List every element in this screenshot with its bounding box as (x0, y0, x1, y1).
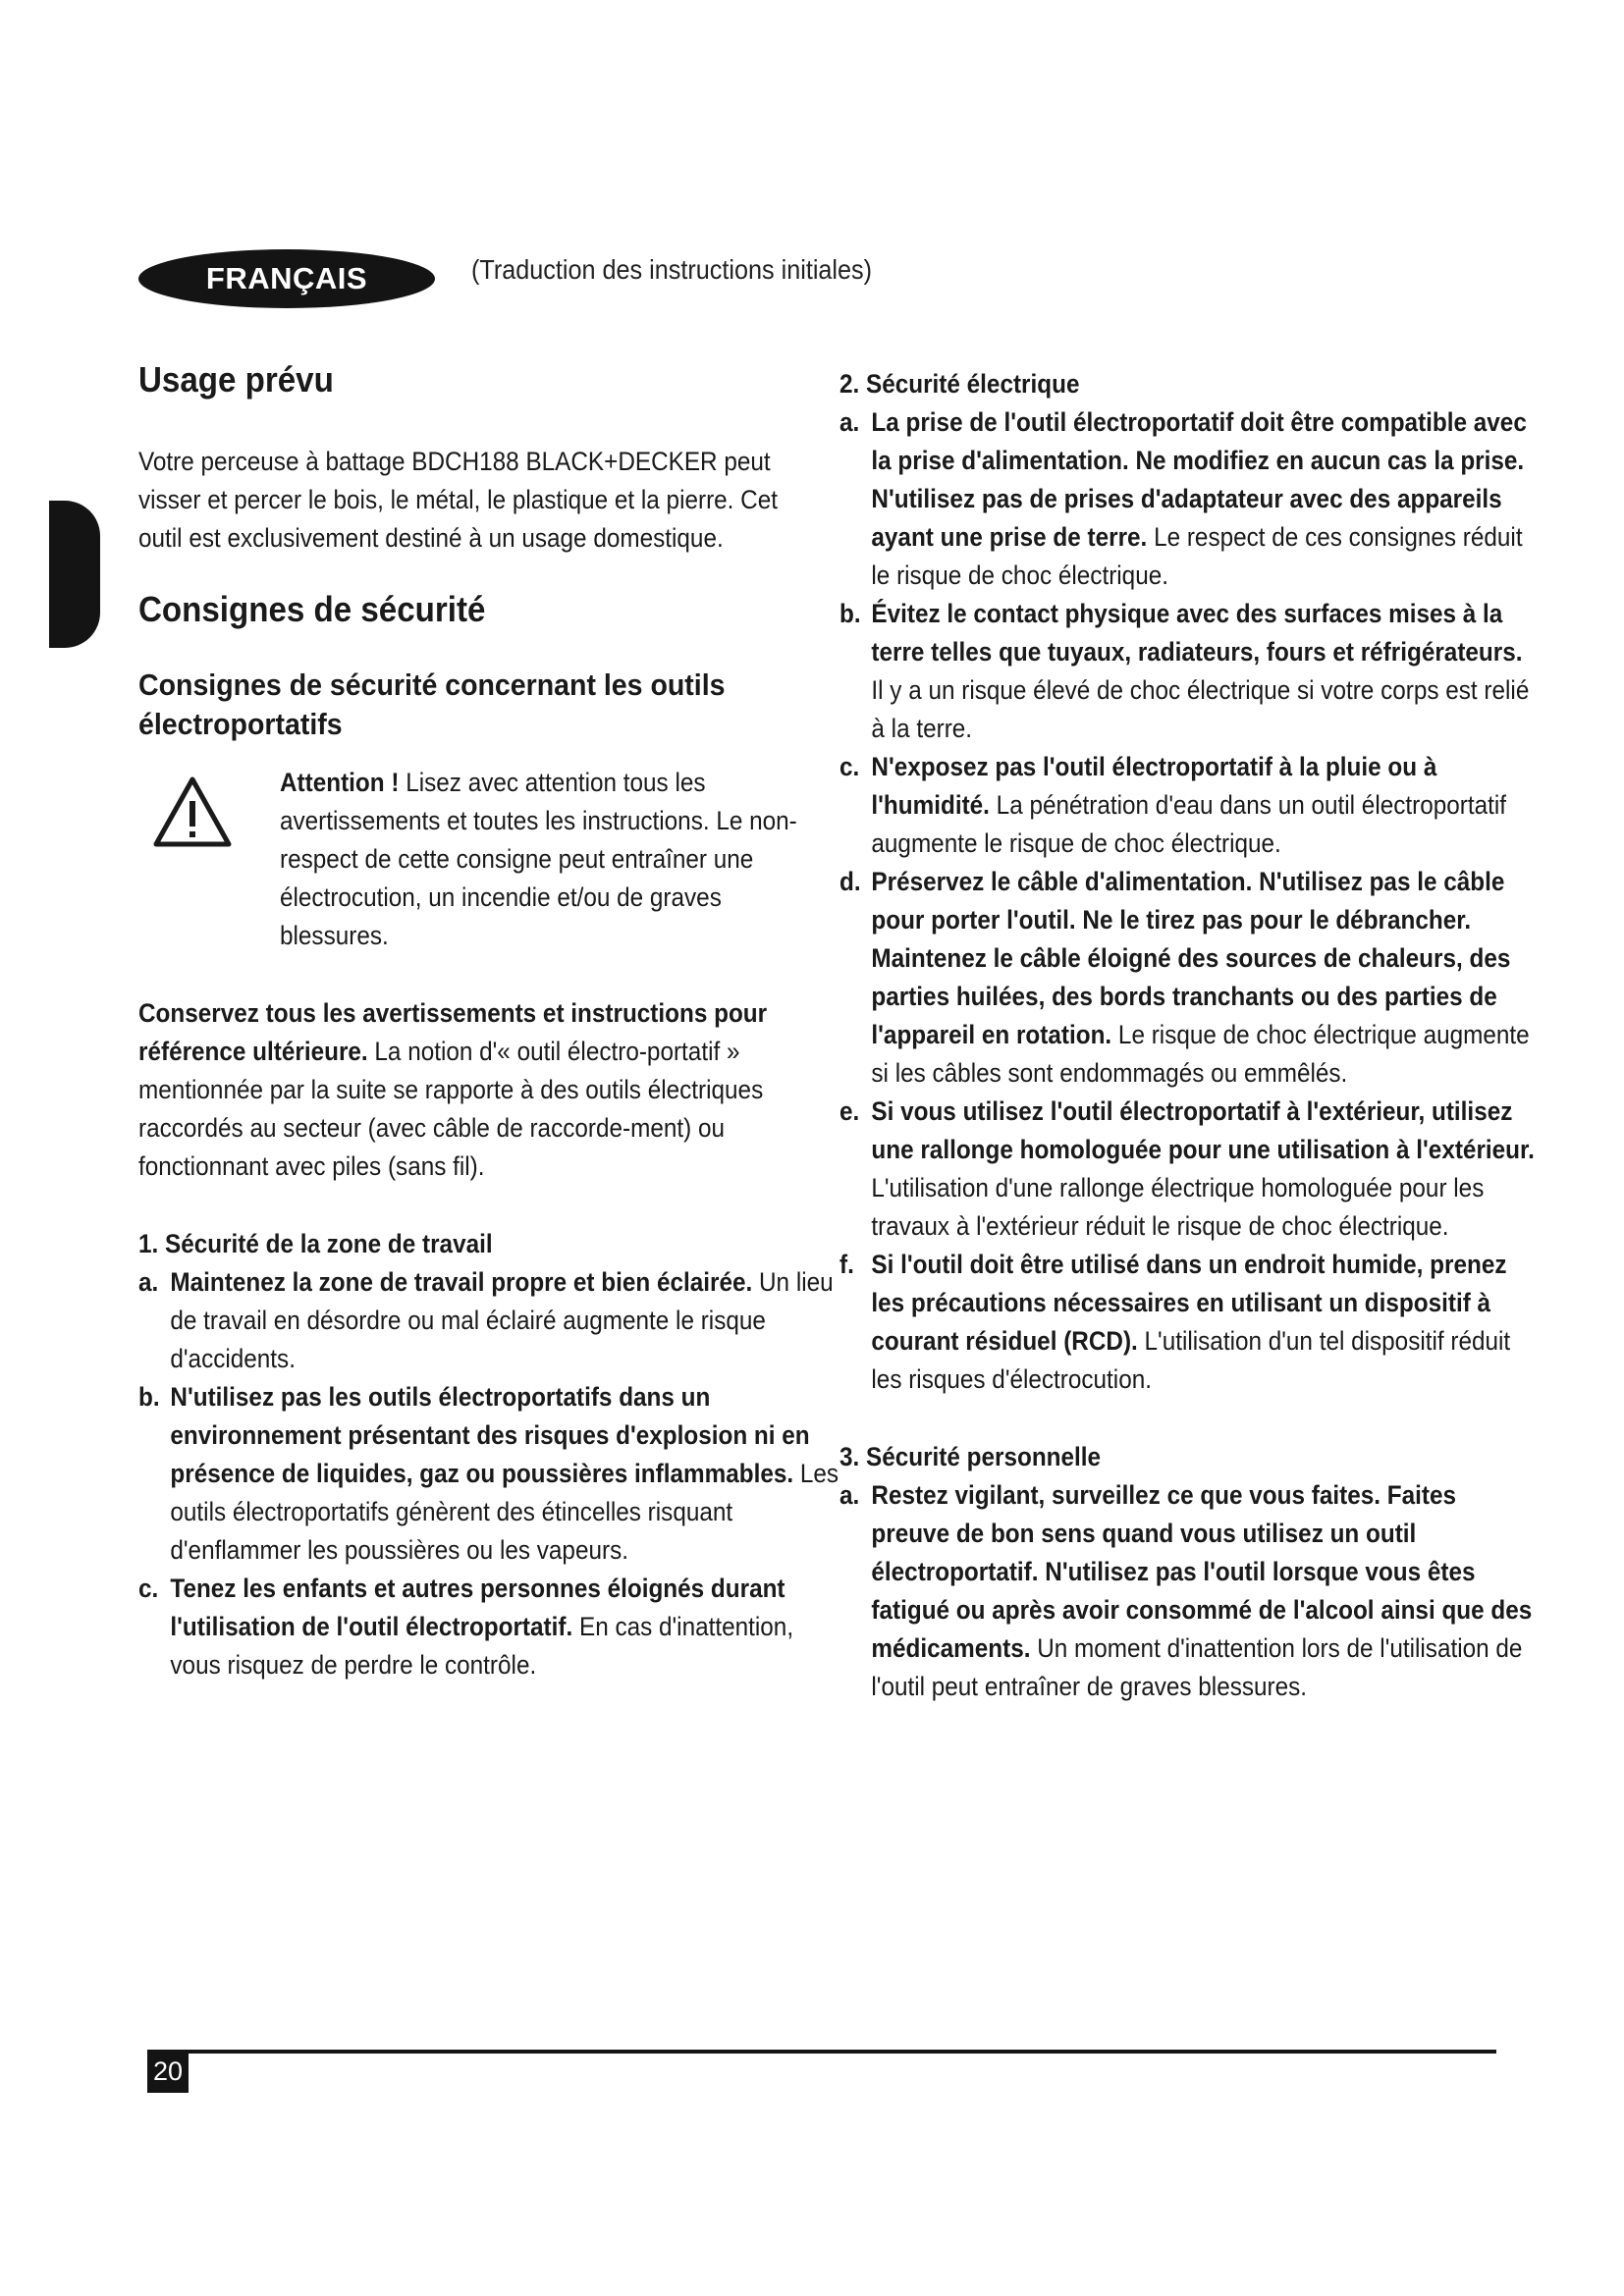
item-text: Un lieu de travail en désordre ou mal éclairé augmente le risque d'accidents. (170, 1267, 834, 1373)
list-item (138, 1570, 847, 1684)
list-item (138, 1378, 847, 1570)
item-text: L'utilisation d'une rallonge électrique homologuée pour les travaux à l'extérieur réduit le risque de choc électrique. (871, 1173, 1485, 1241)
warning-triangle-icon (152, 775, 233, 848)
section-electrical-title: 2. Sécurité électrique (839, 369, 1080, 399)
item-marker: a. (839, 407, 860, 437)
item-bold: N'exposez pas l'outil électroportatif à la pluie ou à l'humidité. (871, 752, 1437, 820)
item-text: L'utilisation d'un tel dispositif réduit les risques d'électrocution. (871, 1326, 1511, 1394)
item-bold: Préservez le câble d'alimentation. N'utilisez pas le câble pour porter l'outil. Ne le tirez pas pour le débrancher. Maintenez le câble éloigné des sources de chaleurs, des parties huilées, des bords tranchants ou des parties de l'appareil en rotation. (871, 867, 1511, 1049)
footer-rule (147, 2050, 1496, 2054)
item-text: En cas d'inattention, vous risquez de perdre le contrôle. (170, 1612, 794, 1680)
language-badge: FRANÇAIS (138, 249, 435, 308)
item-bold: Si vous utilisez l'outil électroportatif à l'extérieur, utilisez une rallonge homologuée pour une utilisation à l'extérieur. (871, 1096, 1535, 1164)
item-bold: Évitez le contact physique avec des surfaces mises à la terre telles que tuyaux, radiateurs, fours et réfrigérateurs. (871, 599, 1523, 667)
keep-instructions-bold: Conservez tous les avertissements et instructions pour référence ultérieure. (138, 998, 768, 1066)
item-bold: Si l'outil doit être utilisé dans un endroit humide, prenez les précautions nécessaires en utilisant un dispositif à courant résiduel (RCD). (871, 1250, 1507, 1356)
keep-instructions-body: La notion d'« outil électro-portatif » mentionnée par la suite se rapporte à des outils électriques raccordés au secteur (avec câble de raccorde-ment) ou fonctionnant avec piles (sans fil). (138, 1037, 764, 1181)
list-item (839, 748, 1539, 863)
item-marker: e. (839, 1096, 860, 1126)
usage-heading: Usage prévu (138, 359, 334, 400)
warning-text (280, 764, 820, 955)
keep-instructions (138, 994, 815, 1186)
item-marker: b. (839, 599, 861, 628)
usage-text: Votre perceuse à battage BDCH188 BLACK+DECKER peut visser et percer le bois, le métal, le plastique et la pierre. Cet outil est exclusivement destiné à un usage domestique. (138, 447, 779, 553)
item-text: Le respect de ces consignes réduit le risque de choc électrique. (871, 522, 1523, 590)
section-work-area-title: 1. Sécurité de la zone de travail (138, 1229, 493, 1258)
warning-label: Attention ! (280, 768, 400, 797)
item-text: Il y a un risque élevé de choc électrique si votre corps est relié à la terre. (871, 675, 1530, 743)
item-text: Les outils électroportatifs génèrent des étincelles risquant d'enflammer les poussières ou les vapeurs. (170, 1459, 839, 1565)
tools-heading: Consignes de sécurité concernant les outils électroportatifs (138, 667, 726, 741)
item-text: La pénétration d'eau dans un outil électroportatif augmente le risque de choc électrique. (871, 790, 1507, 858)
right-column (839, 365, 1535, 1706)
list-item (839, 863, 1539, 1093)
section-electrical (839, 365, 1535, 1399)
left-column (138, 353, 839, 1684)
safety-heading: Consignes de sécurité (138, 589, 486, 629)
item-marker: a. (138, 1267, 159, 1297)
item-bold: Restez vigilant, surveillez ce que vous faites. Faites preuve de bon sens quand vous utilisez un outil électroportatif. N'utilisez pas l'outil lorsque vous êtes fatigué ou après avoir consommé de l'alcool ainsi que des médicaments. (871, 1480, 1533, 1663)
list-item (839, 595, 1539, 748)
item-marker: b. (138, 1382, 160, 1412)
list-item (839, 1093, 1539, 1246)
item-bold: N'utilisez pas les outils électroportatifs dans un environnement présentant des risques d'explosion ni en présence de liquides, gaz ou poussières inflammables. (170, 1382, 810, 1488)
item-text: Un moment d'inattention lors de l'utilisation de l'outil peut entraîner de graves blessures. (871, 1633, 1523, 1701)
warning-block (138, 764, 816, 955)
translation-note: (Traduction des instructions initiales) (471, 254, 873, 285)
item-marker: f. (839, 1250, 854, 1279)
item-bold: Maintenez la zone de travail propre et bien éclairée. (170, 1267, 753, 1297)
item-bold: La prise de l'outil électroportatif doit être compatible avec la prise d'alimentation. Ne modifiez en aucun cas la prise. N'utilisez pas de prises d'adaptateur avec des appareils ayant une prise de terre. (871, 407, 1527, 552)
list-item (839, 403, 1539, 595)
item-marker: c. (839, 752, 860, 781)
list-item (839, 1246, 1539, 1399)
item-marker: d. (839, 867, 861, 896)
item-bold: Tenez les enfants et autres personnes éloignés durant l'utilisation de l'outil électroportatif. (170, 1574, 785, 1641)
section-personal-title: 3. Sécurité personnelle (839, 1442, 1102, 1471)
item-marker: a. (839, 1480, 860, 1510)
section-work-area (138, 1225, 839, 1684)
list-item (138, 1263, 847, 1378)
section-personal (839, 1438, 1533, 1706)
item-marker: c. (138, 1574, 159, 1603)
list-item (839, 1476, 1539, 1706)
side-tab-marker (49, 501, 100, 648)
item-text: Le risque de choc électrique augmente si les câbles sont endommagés ou emmêlés. (871, 1020, 1530, 1088)
warning-body: Lisez avec attention tous les avertissements et toutes les instructions. Le non-respect de cette consigne peut entraîner une électrocution, un incendie et/ou de graves blessures. (280, 768, 797, 950)
page-number: 20 (147, 2050, 189, 2093)
